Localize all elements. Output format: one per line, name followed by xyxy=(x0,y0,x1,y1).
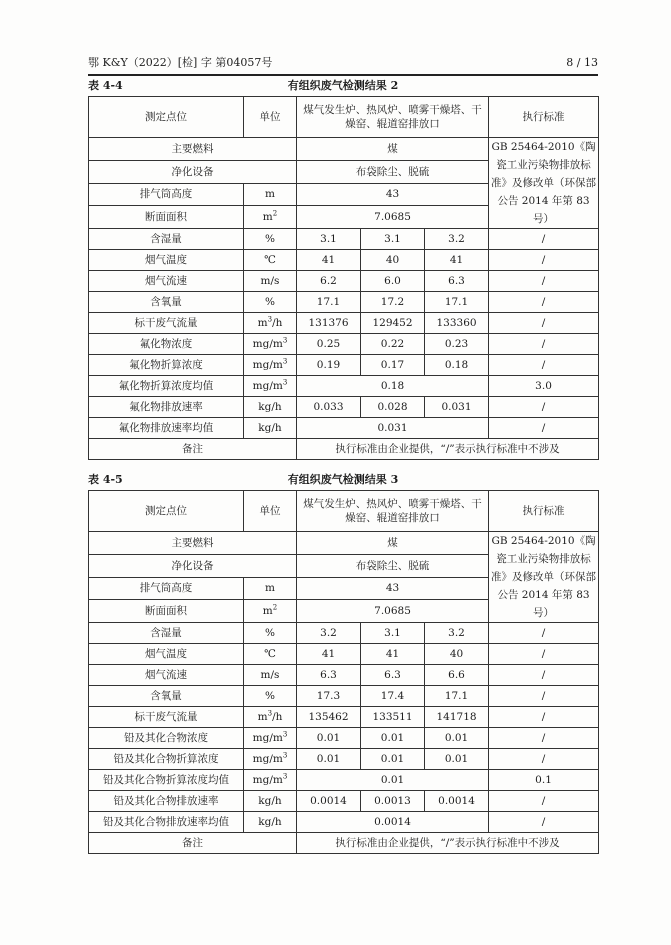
row-value-2: 17.2 xyxy=(361,292,425,313)
unit-superscript: 3 xyxy=(282,730,288,739)
height-unit: m xyxy=(244,183,297,206)
row-unit xyxy=(244,229,297,250)
table-row xyxy=(89,376,599,397)
purify-value: 布袋除尘、脱硫 xyxy=(297,554,489,577)
row-value-3: 0.23 xyxy=(425,334,489,355)
row-value-3: 0.01 xyxy=(425,749,489,770)
table-row xyxy=(89,728,599,749)
avg-rate-value: 0.031 xyxy=(297,418,489,439)
row-value-1: 0.0014 xyxy=(297,791,361,812)
row-value-3: 40 xyxy=(425,644,489,665)
unit-superscript: 3 xyxy=(282,357,288,366)
row-value-3: 6.3 xyxy=(425,271,489,292)
height-label: 排气筒高度 xyxy=(89,183,244,206)
row-value-3: 0.18 xyxy=(425,355,489,376)
report-number: 鄂 K&Y（2022）[检] 字 第04057号 xyxy=(88,56,273,69)
row-value-2: 0.22 xyxy=(361,334,425,355)
emission-results-table xyxy=(88,490,599,854)
row-label: 含氧量 xyxy=(89,292,244,313)
header-point: 测定点位 xyxy=(89,491,244,532)
row-standard: / xyxy=(489,229,599,250)
table-row xyxy=(89,686,599,707)
table-row xyxy=(89,271,599,292)
standard-text: GB 25464-2010《陶瓷工业污染物排放标准》及修改单（环保部公告 2014 年第 83 号） xyxy=(489,532,599,623)
unit-tail: /h xyxy=(272,711,283,723)
table-number: 表 4-5 xyxy=(88,473,123,486)
row-value-1: 6.2 xyxy=(297,271,361,292)
row-unit xyxy=(244,749,297,770)
table-row xyxy=(89,770,599,791)
row-unit: kg/h xyxy=(244,812,297,833)
unit-text: mg/m xyxy=(252,774,283,786)
table-row xyxy=(89,749,599,770)
row-unit: kg/h xyxy=(244,791,297,812)
row-standard: / xyxy=(489,334,599,355)
unit-superscript: 2 xyxy=(272,603,278,612)
height-unit: m xyxy=(244,577,297,600)
row-label: 含湿量 xyxy=(89,229,244,250)
row-value-2: 129452 xyxy=(361,313,425,334)
row-value-3: 3.2 xyxy=(425,623,489,644)
row-value-1: 0.01 xyxy=(297,749,361,770)
area-unit xyxy=(244,206,297,229)
avg-rate-label: 氟化物排放速率均值 xyxy=(89,418,244,439)
row-label: 氟化物折算浓度 xyxy=(89,355,244,376)
notes-text: 执行标准由企业提供，“/”表示执行标准中不涉及 xyxy=(297,439,599,460)
unit-text: m xyxy=(257,317,268,329)
unit-superscript: 3 xyxy=(282,772,288,781)
row-value-1: 131376 xyxy=(297,313,361,334)
unit-tail: /h xyxy=(272,317,283,329)
unit-text: mg/m xyxy=(252,359,283,371)
unit-text: % xyxy=(265,296,275,308)
header-standard: 执行标准 xyxy=(489,491,599,532)
table-header-row xyxy=(89,97,599,138)
table-row xyxy=(89,334,599,355)
row-standard: 0.1 xyxy=(489,770,599,791)
row-value-2: 0.17 xyxy=(361,355,425,376)
purify-label: 净化设备 xyxy=(89,554,297,577)
avg-concentration-value: 0.01 xyxy=(297,770,489,791)
page-header xyxy=(88,54,598,72)
row-unit: kg/h xyxy=(244,397,297,418)
unit-superscript: 3 xyxy=(282,751,288,760)
row-value-2: 0.01 xyxy=(361,728,425,749)
row-value-1: 135462 xyxy=(297,707,361,728)
row-value-3: 0.031 xyxy=(425,397,489,418)
fuel-label: 主要燃料 xyxy=(89,138,297,161)
fuel-value: 煤 xyxy=(297,532,489,555)
notes-row xyxy=(89,833,599,854)
rate-label: 氟化物排放速率 xyxy=(89,397,244,418)
row-value-1: 17.3 xyxy=(297,686,361,707)
table-row xyxy=(89,313,599,334)
table-row xyxy=(89,532,599,555)
row-value-1: 0.25 xyxy=(297,334,361,355)
notes-text: 执行标准由企业提供，“/”表示执行标准中不涉及 xyxy=(297,833,599,854)
notes-label: 备注 xyxy=(89,439,297,460)
table-row xyxy=(89,644,599,665)
table-row xyxy=(89,623,599,644)
row-value-3: 0.0014 xyxy=(425,791,489,812)
row-label: 烟气温度 xyxy=(89,644,244,665)
area-value: 7.0685 xyxy=(297,600,489,623)
row-value-2: 3.1 xyxy=(361,229,425,250)
row-value-2: 0.028 xyxy=(361,397,425,418)
row-label: 烟气流速 xyxy=(89,271,244,292)
table-title: 有组织废气检测结果 2 xyxy=(287,79,399,92)
row-unit xyxy=(244,292,297,313)
row-value-3: 133360 xyxy=(425,313,489,334)
standard-text: GB 25464-2010《陶瓷工业污染物排放标准》及修改单（环保部公告 2014 年第 83 号） xyxy=(489,138,599,229)
row-value-1: 41 xyxy=(297,644,361,665)
row-value-3: 3.2 xyxy=(425,229,489,250)
row-standard: / xyxy=(489,250,599,271)
unit-text: m xyxy=(257,711,268,723)
row-value-3: 41 xyxy=(425,250,489,271)
row-standard: / xyxy=(489,644,599,665)
emission-results-table xyxy=(88,96,599,460)
table-header-row xyxy=(89,491,599,532)
table-row xyxy=(89,355,599,376)
row-label: 标干废气流量 xyxy=(89,313,244,334)
row-standard: / xyxy=(489,623,599,644)
row-value-3: 17.1 xyxy=(425,292,489,313)
notes-label: 备注 xyxy=(89,833,297,854)
table-row xyxy=(89,397,599,418)
row-value-2: 17.4 xyxy=(361,686,425,707)
row-value-2: 3.1 xyxy=(361,623,425,644)
row-value-2: 6.0 xyxy=(361,271,425,292)
row-value-1: 17.1 xyxy=(297,292,361,313)
table-number: 表 4-4 xyxy=(88,79,123,92)
row-value-2: 133511 xyxy=(361,707,425,728)
row-unit xyxy=(244,770,297,791)
rate-label: 铅及其化合物排放速率 xyxy=(89,791,244,812)
area-value: 7.0685 xyxy=(297,206,489,229)
area-label: 断面面积 xyxy=(89,600,244,623)
unit-text: mg/m xyxy=(252,380,283,392)
unit-text: m/s xyxy=(260,275,280,287)
avg-concentration-label: 铅及其化合物折算浓度均值 xyxy=(89,770,244,791)
table-caption xyxy=(88,76,598,96)
page-number: 8 / 13 xyxy=(566,56,598,69)
row-label: 烟气温度 xyxy=(89,250,244,271)
height-value: 43 xyxy=(297,183,489,206)
avg-concentration-label: 氟化物折算浓度均值 xyxy=(89,376,244,397)
row-label: 含湿量 xyxy=(89,623,244,644)
row-label: 铅及其化合物浓度 xyxy=(89,728,244,749)
row-standard: / xyxy=(489,749,599,770)
row-standard: / xyxy=(489,313,599,334)
area-label: 断面面积 xyxy=(89,206,244,229)
row-standard: / xyxy=(489,418,599,439)
row-unit xyxy=(244,271,297,292)
row-unit xyxy=(244,355,297,376)
table-row xyxy=(89,791,599,812)
row-value-1: 3.1 xyxy=(297,229,361,250)
row-standard: / xyxy=(489,812,599,833)
row-label: 氟化物浓度 xyxy=(89,334,244,355)
row-value-1: 3.2 xyxy=(297,623,361,644)
row-standard: / xyxy=(489,728,599,749)
unit-text: m xyxy=(262,605,273,618)
row-unit xyxy=(244,686,297,707)
table-row xyxy=(89,292,599,313)
row-value-1: 0.01 xyxy=(297,728,361,749)
row-unit xyxy=(244,376,297,397)
row-unit xyxy=(244,313,297,334)
row-value-2: 0.01 xyxy=(361,749,425,770)
table-row xyxy=(89,665,599,686)
row-unit xyxy=(244,250,297,271)
row-label: 含氧量 xyxy=(89,686,244,707)
row-label: 烟气流速 xyxy=(89,665,244,686)
avg-rate-label: 铅及其化合物排放速率均值 xyxy=(89,812,244,833)
row-unit: kg/h xyxy=(244,418,297,439)
unit-text: m/s xyxy=(260,669,280,681)
unit-text: % xyxy=(265,233,275,245)
row-standard: / xyxy=(489,665,599,686)
row-value-2: 41 xyxy=(361,644,425,665)
unit-text: ℃ xyxy=(264,254,276,266)
unit-text: mg/m xyxy=(252,753,283,765)
purify-value: 布袋除尘、脱硫 xyxy=(297,160,489,183)
row-standard: / xyxy=(489,271,599,292)
header-unit: 单位 xyxy=(244,491,297,532)
row-unit xyxy=(244,728,297,749)
row-value-3: 6.6 xyxy=(425,665,489,686)
area-unit xyxy=(244,600,297,623)
header-standard: 执行标准 xyxy=(489,97,599,138)
unit-text: mg/m xyxy=(252,732,283,744)
row-value-1: 0.033 xyxy=(297,397,361,418)
row-standard: / xyxy=(489,686,599,707)
row-unit xyxy=(244,623,297,644)
row-standard: / xyxy=(489,397,599,418)
header-location: 煤气发生炉、热风炉、喷雾干燥塔、干燥窑、辊道窑排放口 xyxy=(297,97,489,138)
row-label: 标干废气流量 xyxy=(89,707,244,728)
row-value-2: 0.0013 xyxy=(361,791,425,812)
row-standard: / xyxy=(489,791,599,812)
unit-text: m xyxy=(262,211,273,224)
unit-superscript: 2 xyxy=(272,209,278,218)
row-value-2: 40 xyxy=(361,250,425,271)
row-unit xyxy=(244,334,297,355)
row-standard: / xyxy=(489,355,599,376)
table-row xyxy=(89,812,599,833)
row-standard: / xyxy=(489,292,599,313)
row-unit xyxy=(244,665,297,686)
row-standard: / xyxy=(489,707,599,728)
table-title: 有组织废气检测结果 3 xyxy=(287,473,399,486)
table-row xyxy=(89,707,599,728)
header-location: 煤气发生炉、热风炉、喷雾干燥塔、干燥窑、辊道窑排放口 xyxy=(297,491,489,532)
row-label: 铅及其化合物折算浓度 xyxy=(89,749,244,770)
avg-concentration-value: 0.18 xyxy=(297,376,489,397)
unit-text: mg/m xyxy=(252,338,283,350)
row-value-1: 0.19 xyxy=(297,355,361,376)
fuel-value: 煤 xyxy=(297,138,489,161)
height-label: 排气筒高度 xyxy=(89,577,244,600)
row-value-3: 141718 xyxy=(425,707,489,728)
row-value-2: 6.3 xyxy=(361,665,425,686)
unit-superscript: 3 xyxy=(267,709,273,718)
table-row xyxy=(89,250,599,271)
table-caption xyxy=(88,470,598,490)
unit-text: % xyxy=(265,627,275,639)
row-value-1: 6.3 xyxy=(297,665,361,686)
row-unit xyxy=(244,707,297,728)
row-value-3: 17.1 xyxy=(425,686,489,707)
header-point: 测定点位 xyxy=(89,97,244,138)
row-standard: 3.0 xyxy=(489,376,599,397)
unit-superscript: 3 xyxy=(282,336,288,345)
header-unit: 单位 xyxy=(244,97,297,138)
row-unit xyxy=(244,644,297,665)
unit-superscript: 3 xyxy=(267,315,273,324)
purify-label: 净化设备 xyxy=(89,160,297,183)
fuel-label: 主要燃料 xyxy=(89,532,297,555)
unit-superscript: 3 xyxy=(282,378,288,387)
table-row xyxy=(89,229,599,250)
row-value-3: 0.01 xyxy=(425,728,489,749)
notes-row xyxy=(89,439,599,460)
table-row xyxy=(89,138,599,161)
unit-text: ℃ xyxy=(264,648,276,660)
height-value: 43 xyxy=(297,577,489,600)
row-value-1: 41 xyxy=(297,250,361,271)
table-row xyxy=(89,418,599,439)
unit-text: % xyxy=(265,690,275,702)
avg-rate-value: 0.0014 xyxy=(297,812,489,833)
